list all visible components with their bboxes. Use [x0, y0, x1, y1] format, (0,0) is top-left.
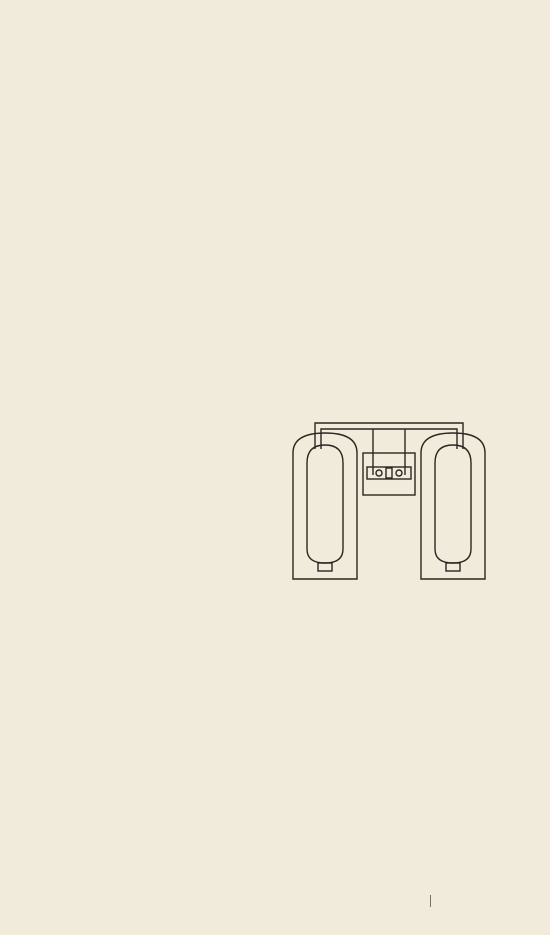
left-calorimeter — [293, 433, 357, 579]
reservoir-r — [435, 445, 471, 563]
joule-apparatus-figure — [285, 393, 505, 593]
right-calorimeter — [421, 433, 485, 579]
page-mark — [430, 895, 431, 907]
central-calorimeter — [363, 453, 415, 495]
reservoir-e — [307, 445, 343, 563]
